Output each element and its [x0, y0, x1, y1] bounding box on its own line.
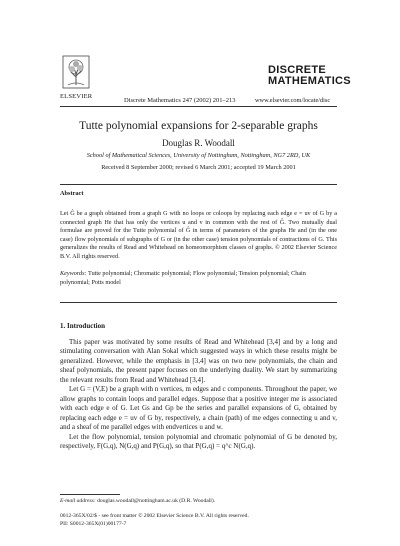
keywords-list: Tutte polynomial; Chromatic polynomial; Flow polynomial; Tension polynomial; Chain polynomial; Potts model — [60, 270, 306, 286]
copyright-footer — [60, 513, 249, 528]
elsevier-tree-logo — [62, 55, 90, 89]
received-dates: Received 8 September 2000; revised 6 March 2001; accepted 19 March 2001 — [101, 164, 296, 171]
paragraph: Let the flow polynomial, tension polynomial and chromatic polynomial of G be denoted by, respectively, F(G,q), N(G,q) and P(G,q), so that P(G,q) = q^c N(G,q). — [60, 432, 337, 450]
copyright-line: 0012-365X/02/$ - see front matter © 2002 Elsevier Science B.V. All rights reserved. — [60, 513, 249, 519]
keywords — [60, 270, 337, 287]
abstract-text: Let Ĝ be a graph obtained from a graph G with no loops or coloops by replacing each edge e = uv of G by a connected graph He that has only the vertices u and v in common with the rest of Ĝ. Two mutually dual formulae are proved for the Tutte polynomial of Ĝ in terms of parameters of the graphs He and (in the one case) flow polynomials of subgraphs of G or (in the other case) tension polynomials of contractions of G. This generalizes the results of Read and Whitehead on homeomorphism classes of graphs. © 2002 Elsevier Science B.V. All rights reserved. — [60, 210, 337, 260]
header-rule — [60, 106, 337, 107]
paper-author: Douglas R. Woodall — [162, 138, 235, 148]
journal-title-line2: MATHEMATICS — [268, 75, 351, 87]
section-heading: 1. Introduction — [60, 322, 105, 330]
journal-title-line1: DISCRETE — [268, 64, 327, 76]
abstract-top-rule — [60, 184, 337, 185]
paper-title: Tutte polynomial expansions for 2-separable graphs — [79, 120, 318, 132]
pii-line: PII: S0012-365X(01)00177-7 — [60, 520, 127, 527]
author-affiliation: School of Mathematical Sciences, University of Nottingham, Nottingham, NG7 2RD, UK — [86, 152, 311, 159]
journal-reference: Discrete Mathematics 247 (2002) 201–213 — [124, 97, 236, 104]
keywords-label: Keywords: — [60, 270, 87, 277]
publisher-name: ELSEVIER — [60, 93, 93, 100]
paragraph: Let G = (V,E) be a graph with n vertices, m edges and c components. Throughout the paper, we allow graphs to contain loops and parallel edges. Suppose that a positive integer me is associated with each edge e of G. Let Gs and Gp be the series and parallel expansions of G, obtained by replacing each edge e = uv of G by, respectively, a chain (path) of me edges connecting u and v, and a sheaf of me parallel edges with endvertices u and w. — [60, 385, 337, 432]
footnote — [60, 498, 215, 504]
journal-title — [268, 65, 351, 87]
abstract-bottom-rule — [60, 302, 337, 303]
footnote-email: douglas.woodall@nottingham.ac.uk (D.R. Woodall). — [97, 498, 216, 504]
journal-website: www.elsevier.com/locate/disc — [255, 97, 331, 104]
body-text — [60, 338, 337, 451]
footnote-rule — [60, 494, 120, 495]
footnote-label: E-mail address: — [60, 498, 96, 504]
paragraph: This paper was motivated by some results of Read and Whitehead [3,4] and by a long and stimulating conversation with Alan Sokal which suggested ways in which these results might be generalized. However, while the emphasis in [3,4] was on two new polynomials, the chain and sheaf polynomials, the present paper focuses on the underlying duality. We start by summarizing the relevant results from Read and Whitehead [3,4]. — [60, 338, 337, 384]
abstract-heading: Abstract — [60, 190, 84, 197]
